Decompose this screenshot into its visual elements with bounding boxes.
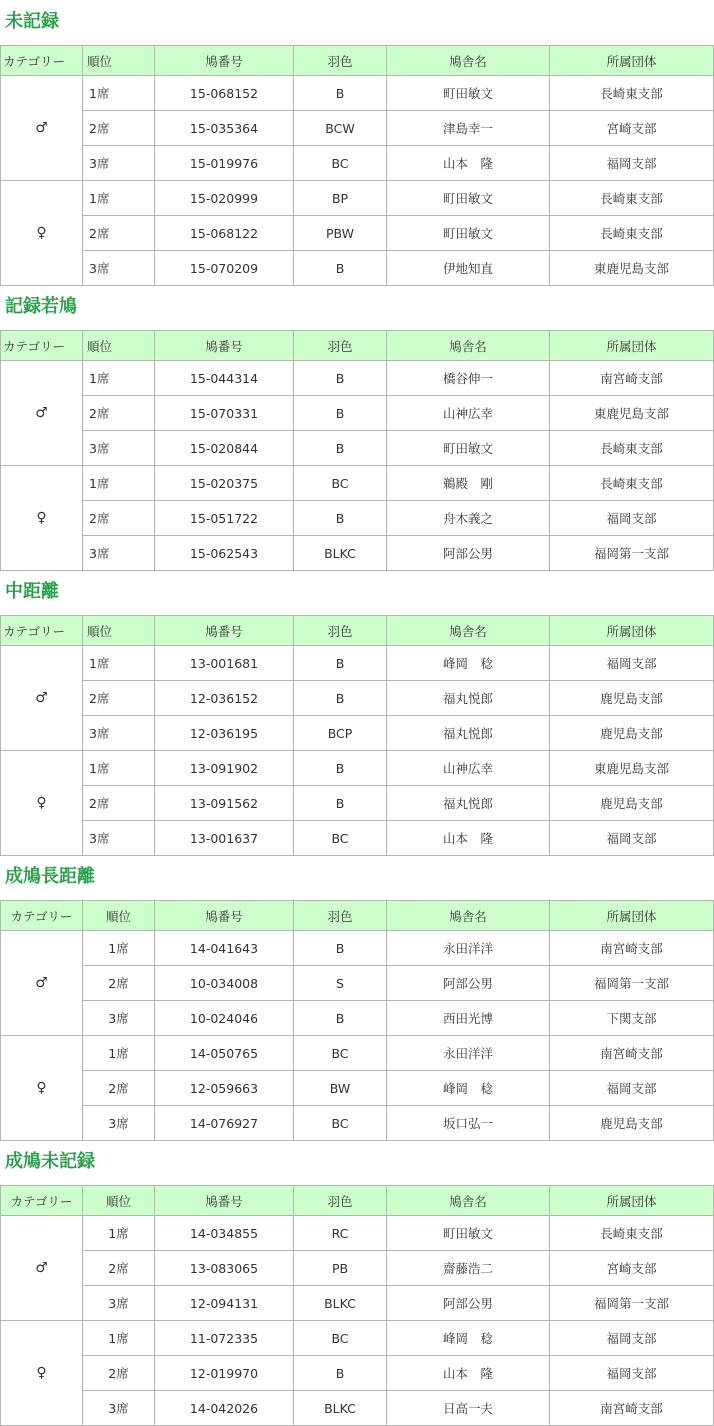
feather-color-cell: B	[294, 251, 387, 286]
rank-cell: 2席	[83, 1071, 155, 1106]
organization-cell: 長崎東支部	[550, 181, 714, 216]
loft-name-cell: 峰岡 稔	[387, 1071, 550, 1106]
rank-cell: 2席	[83, 1356, 155, 1391]
results-table	[0, 900, 714, 1141]
organization-cell: 福岡支部	[550, 821, 714, 856]
rank-cell: 2席	[83, 681, 155, 716]
rank-cell: 3席	[83, 536, 155, 571]
loft-name-cell: 永田洋洋	[387, 1036, 550, 1071]
table-row	[1, 646, 714, 681]
rank-cell: 1席	[83, 931, 155, 966]
band-number-cell: 10-024046	[155, 1001, 294, 1036]
sex-category-cell: ♀	[1, 1321, 83, 1426]
table-row	[1, 1391, 714, 1426]
sex-category-cell: ♂	[1, 1216, 83, 1321]
rank-cell: 1席	[83, 1321, 155, 1356]
header-band-number: 鳩番号	[155, 1186, 294, 1216]
loft-name-cell: 山本 隆	[387, 821, 550, 856]
table-row	[1, 1216, 714, 1251]
organization-cell: 長崎東支部	[550, 1216, 714, 1251]
organization-cell: 鹿児島支部	[550, 716, 714, 751]
rank-cell: 1席	[83, 466, 155, 501]
organization-cell: 長崎東支部	[550, 76, 714, 111]
table-row	[1, 1286, 714, 1321]
organization-cell: 長崎東支部	[550, 216, 714, 251]
band-number-cell: 15-044314	[155, 361, 294, 396]
band-number-cell: 10-034008	[155, 966, 294, 1001]
header-rank: 順位	[83, 331, 155, 361]
table-row	[1, 716, 714, 751]
loft-name-cell: 橋谷伸一	[387, 361, 550, 396]
table-row	[1, 966, 714, 1001]
table-header-row	[1, 46, 714, 76]
header-loft-name: 鳩舎名	[387, 901, 550, 931]
results-table	[0, 45, 714, 286]
organization-cell: 宮崎支部	[550, 111, 714, 146]
feather-color-cell: PBW	[294, 216, 387, 251]
organization-cell: 福岡第一支部	[550, 1286, 714, 1321]
header-feather-color: 羽色	[294, 616, 387, 646]
band-number-cell: 15-020999	[155, 181, 294, 216]
rank-cell: 3席	[83, 251, 155, 286]
header-loft-name: 鳩舎名	[387, 331, 550, 361]
loft-name-cell: 町田敏文	[387, 216, 550, 251]
section-title: 未記録	[5, 11, 59, 32]
feather-color-cell: B	[294, 501, 387, 536]
organization-cell: 福岡支部	[550, 501, 714, 536]
feather-color-cell: BC	[294, 1321, 387, 1356]
results-table	[0, 1185, 714, 1426]
band-number-cell: 14-041643	[155, 931, 294, 966]
band-number-cell: 15-070331	[155, 396, 294, 431]
loft-name-cell: 舟木義之	[387, 501, 550, 536]
header-band-number: 鳩番号	[155, 616, 294, 646]
organization-cell: 鹿児島支部	[550, 786, 714, 821]
table-row	[1, 1251, 714, 1286]
table-row	[1, 786, 714, 821]
sex-category-cell: ♂	[1, 76, 83, 181]
loft-name-cell: 山神広幸	[387, 396, 550, 431]
rank-cell: 3席	[83, 431, 155, 466]
band-number-cell: 15-068152	[155, 76, 294, 111]
table-row	[1, 361, 714, 396]
sex-category-cell: ♀	[1, 751, 83, 856]
table-row	[1, 146, 714, 181]
feather-color-cell: PB	[294, 1251, 387, 1286]
feather-color-cell: RC	[294, 1216, 387, 1251]
band-number-cell: 15-062543	[155, 536, 294, 571]
rank-cell: 3席	[83, 146, 155, 181]
band-number-cell: 13-091902	[155, 751, 294, 786]
table-row	[1, 1071, 714, 1106]
band-number-cell: 13-091562	[155, 786, 294, 821]
loft-name-cell: 町田敏文	[387, 431, 550, 466]
band-number-cell: 12-036195	[155, 716, 294, 751]
organization-cell: 東鹿児島支部	[550, 751, 714, 786]
header-loft-name: 鳩舎名	[387, 1186, 550, 1216]
band-number-cell: 15-020375	[155, 466, 294, 501]
sex-category-cell: ♀	[1, 181, 83, 286]
header-feather-color: 羽色	[294, 331, 387, 361]
table-row	[1, 536, 714, 571]
organization-cell: 東鹿児島支部	[550, 251, 714, 286]
loft-name-cell: 福丸悦郎	[387, 786, 550, 821]
loft-name-cell: 西田光博	[387, 1001, 550, 1036]
band-number-cell: 14-042026	[155, 1391, 294, 1426]
feather-color-cell: BLKC	[294, 1391, 387, 1426]
header-category: カテゴリー	[1, 901, 83, 931]
header-band-number: 鳩番号	[155, 901, 294, 931]
rank-cell: 2席	[83, 111, 155, 146]
table-row	[1, 931, 714, 966]
rank-cell: 2席	[83, 396, 155, 431]
band-number-cell: 15-035364	[155, 111, 294, 146]
loft-name-cell: 津島幸一	[387, 111, 550, 146]
results-table	[0, 330, 714, 571]
sex-category-cell: ♀	[1, 466, 83, 571]
feather-color-cell: B	[294, 431, 387, 466]
table-row	[1, 1036, 714, 1071]
organization-cell: 鹿児島支部	[550, 1106, 714, 1141]
organization-cell: 南宮崎支部	[550, 931, 714, 966]
rank-cell: 2席	[83, 966, 155, 1001]
rank-cell: 1席	[83, 181, 155, 216]
table-row	[1, 501, 714, 536]
rank-cell: 1席	[83, 361, 155, 396]
organization-cell: 福岡第一支部	[550, 536, 714, 571]
header-feather-color: 羽色	[294, 1186, 387, 1216]
organization-cell: 福岡支部	[550, 1071, 714, 1106]
organization-cell: 南宮崎支部	[550, 361, 714, 396]
band-number-cell: 13-083065	[155, 1251, 294, 1286]
header-rank: 順位	[83, 616, 155, 646]
header-rank: 順位	[83, 1186, 155, 1216]
sex-category-cell: ♂	[1, 361, 83, 466]
feather-color-cell: B	[294, 361, 387, 396]
organization-cell: 福岡支部	[550, 646, 714, 681]
loft-name-cell: 永田洋洋	[387, 931, 550, 966]
organization-cell: 南宮崎支部	[550, 1391, 714, 1426]
loft-name-cell: 峰岡 稔	[387, 1321, 550, 1356]
organization-cell: 東鹿児島支部	[550, 396, 714, 431]
organization-cell: 福岡支部	[550, 1321, 714, 1356]
organization-cell: 福岡支部	[550, 1356, 714, 1391]
loft-name-cell: 山神広幸	[387, 751, 550, 786]
feather-color-cell: BC	[294, 146, 387, 181]
rank-cell: 1席	[83, 751, 155, 786]
band-number-cell: 15-068122	[155, 216, 294, 251]
sex-category-cell: ♂	[1, 931, 83, 1036]
table-row	[1, 216, 714, 251]
table-row	[1, 396, 714, 431]
header-organization: 所属団体	[550, 901, 714, 931]
organization-cell: 宮崎支部	[550, 1251, 714, 1286]
rank-cell: 1席	[83, 1036, 155, 1071]
table-row	[1, 251, 714, 286]
section-title: 成鳩長距離	[5, 866, 95, 887]
band-number-cell: 14-076927	[155, 1106, 294, 1141]
header-feather-color: 羽色	[294, 901, 387, 931]
results-table	[0, 615, 714, 856]
feather-color-cell: BCP	[294, 716, 387, 751]
feather-color-cell: BP	[294, 181, 387, 216]
sex-category-cell: ♂	[1, 646, 83, 751]
loft-name-cell: 町田敏文	[387, 76, 550, 111]
organization-cell: 福岡第一支部	[550, 966, 714, 1001]
table-row	[1, 1001, 714, 1036]
loft-name-cell: 町田敏文	[387, 181, 550, 216]
feather-color-cell: BCW	[294, 111, 387, 146]
header-feather-color: 羽色	[294, 46, 387, 76]
rank-cell: 3席	[83, 1391, 155, 1426]
loft-name-cell: 日高一夫	[387, 1391, 550, 1426]
loft-name-cell: 町田敏文	[387, 1216, 550, 1251]
header-category: カテゴリー	[1, 46, 83, 76]
header-band-number: 鳩番号	[155, 331, 294, 361]
loft-name-cell: 山本 隆	[387, 1356, 550, 1391]
table-row	[1, 181, 714, 216]
organization-cell: 福岡支部	[550, 146, 714, 181]
feather-color-cell: BC	[294, 466, 387, 501]
rank-cell: 2席	[83, 1251, 155, 1286]
table-row	[1, 111, 714, 146]
loft-name-cell: 福丸悦郎	[387, 716, 550, 751]
feather-color-cell: BLKC	[294, 1286, 387, 1321]
table-header-row	[1, 1186, 714, 1216]
loft-name-cell: 福丸悦郎	[387, 681, 550, 716]
header-loft-name: 鳩舎名	[387, 46, 550, 76]
rank-cell: 3席	[83, 821, 155, 856]
band-number-cell: 12-094131	[155, 1286, 294, 1321]
feather-color-cell: BC	[294, 1106, 387, 1141]
table-header-row	[1, 901, 714, 931]
rank-cell: 1席	[83, 1216, 155, 1251]
table-row	[1, 821, 714, 856]
loft-name-cell: 阿部公男	[387, 1286, 550, 1321]
rank-cell: 1席	[83, 76, 155, 111]
band-number-cell: 15-070209	[155, 251, 294, 286]
feather-color-cell: S	[294, 966, 387, 1001]
loft-name-cell: 鵜殿 剛	[387, 466, 550, 501]
loft-name-cell: 阿部公男	[387, 536, 550, 571]
organization-cell: 下関支部	[550, 1001, 714, 1036]
feather-color-cell: B	[294, 681, 387, 716]
feather-color-cell: B	[294, 786, 387, 821]
band-number-cell: 15-019976	[155, 146, 294, 181]
rank-cell: 3席	[83, 1286, 155, 1321]
table-row	[1, 681, 714, 716]
band-number-cell: 12-019970	[155, 1356, 294, 1391]
table-row	[1, 1106, 714, 1141]
table-header-row	[1, 331, 714, 361]
header-organization: 所属団体	[550, 331, 714, 361]
organization-cell: 鹿児島支部	[550, 681, 714, 716]
loft-name-cell: 阿部公男	[387, 966, 550, 1001]
section-title: 成鳩未記録	[5, 1151, 95, 1172]
table-row	[1, 1321, 714, 1356]
header-organization: 所属団体	[550, 616, 714, 646]
feather-color-cell: B	[294, 646, 387, 681]
band-number-cell: 15-020844	[155, 431, 294, 466]
table-row	[1, 466, 714, 501]
header-rank: 順位	[83, 901, 155, 931]
feather-color-cell: B	[294, 931, 387, 966]
feather-color-cell: BW	[294, 1071, 387, 1106]
header-category: カテゴリー	[1, 616, 83, 646]
table-row	[1, 1356, 714, 1391]
band-number-cell: 13-001681	[155, 646, 294, 681]
header-rank: 順位	[83, 46, 155, 76]
header-category: カテゴリー	[1, 331, 83, 361]
feather-color-cell: B	[294, 1356, 387, 1391]
header-category: カテゴリー	[1, 1186, 83, 1216]
header-organization: 所属団体	[550, 1186, 714, 1216]
band-number-cell: 12-036152	[155, 681, 294, 716]
rank-cell: 1席	[83, 646, 155, 681]
loft-name-cell: 齋藤浩二	[387, 1251, 550, 1286]
loft-name-cell: 峰岡 稔	[387, 646, 550, 681]
table-header-row	[1, 616, 714, 646]
loft-name-cell: 伊地知直	[387, 251, 550, 286]
rank-cell: 2席	[83, 501, 155, 536]
band-number-cell: 14-050765	[155, 1036, 294, 1071]
section-title: 記録若鳩	[5, 296, 77, 317]
band-number-cell: 11-072335	[155, 1321, 294, 1356]
band-number-cell: 15-051722	[155, 501, 294, 536]
feather-color-cell: BLKC	[294, 536, 387, 571]
band-number-cell: 12-059663	[155, 1071, 294, 1106]
rank-cell: 3席	[83, 716, 155, 751]
rank-cell: 3席	[83, 1106, 155, 1141]
feather-color-cell: B	[294, 396, 387, 431]
feather-color-cell: BC	[294, 1036, 387, 1071]
band-number-cell: 14-034855	[155, 1216, 294, 1251]
section-title: 中距離	[5, 581, 59, 602]
rank-cell: 2席	[83, 216, 155, 251]
feather-color-cell: B	[294, 76, 387, 111]
organization-cell: 南宮崎支部	[550, 1036, 714, 1071]
header-organization: 所属団体	[550, 46, 714, 76]
sex-category-cell: ♀	[1, 1036, 83, 1141]
feather-color-cell: B	[294, 751, 387, 786]
table-row	[1, 76, 714, 111]
header-loft-name: 鳩舎名	[387, 616, 550, 646]
rank-cell: 2席	[83, 786, 155, 821]
organization-cell: 長崎東支部	[550, 466, 714, 501]
band-number-cell: 13-001637	[155, 821, 294, 856]
table-row	[1, 751, 714, 786]
feather-color-cell: BC	[294, 821, 387, 856]
feather-color-cell: B	[294, 1001, 387, 1036]
organization-cell: 長崎東支部	[550, 431, 714, 466]
table-row	[1, 431, 714, 466]
header-band-number: 鳩番号	[155, 46, 294, 76]
rank-cell: 3席	[83, 1001, 155, 1036]
loft-name-cell: 坂口弘一	[387, 1106, 550, 1141]
loft-name-cell: 山本 隆	[387, 146, 550, 181]
